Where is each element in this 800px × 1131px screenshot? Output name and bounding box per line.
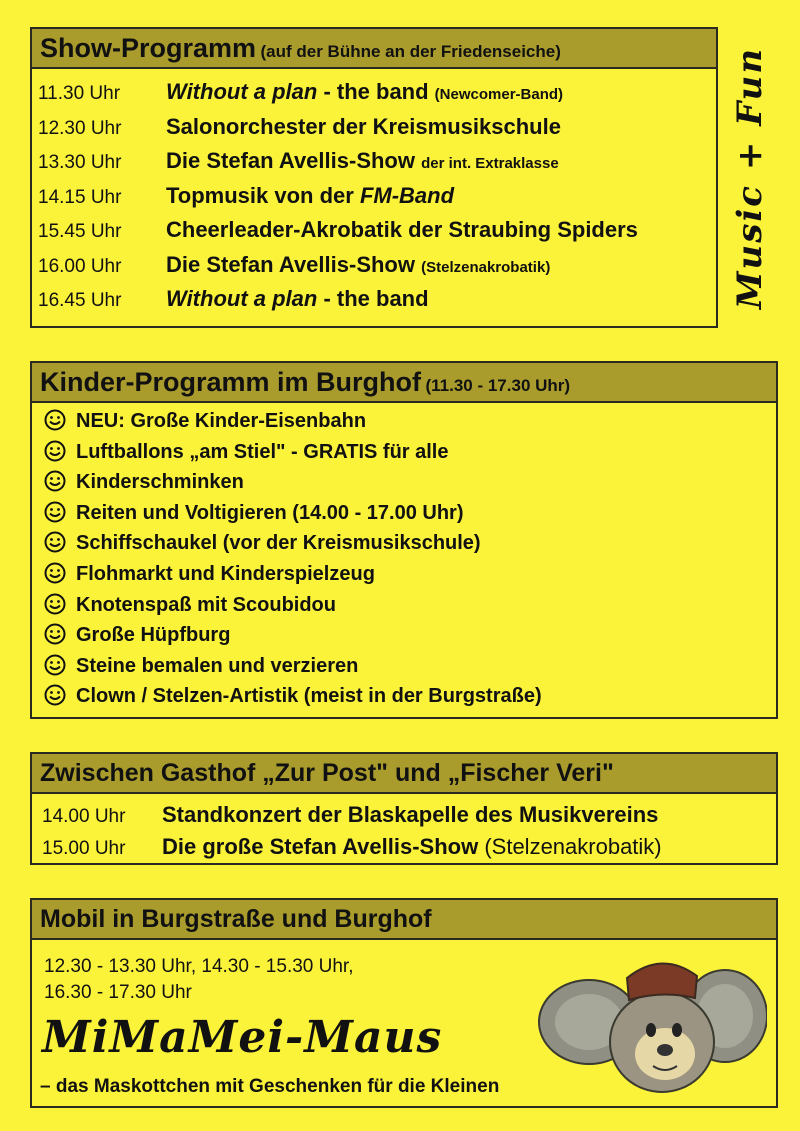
schedule-time: 13.30 Uhr: [38, 152, 122, 173]
kinder-item-label: Steine bemalen und verzieren: [76, 654, 359, 677]
smiley-icon: [44, 593, 66, 621]
smiley-icon: [44, 409, 66, 437]
schedule-row: [38, 183, 454, 209]
music-fun-text: Music + Fun: [730, 46, 771, 310]
kinder-item-label: Knotenspaß mit Scoubidou: [76, 593, 336, 616]
kinder-item: [44, 470, 244, 498]
act-text: Die große Stefan Avellis-Show: [162, 834, 485, 859]
kinder-program-box: [30, 361, 778, 719]
mobil-times-line1: 12.30 - 13.30 Uhr, 14.30 - 15.30 Uhr,: [44, 956, 354, 977]
kinder-program-subtitle: (11.30 - 17.30 Uhr): [425, 376, 571, 395]
kinder-item: [44, 501, 464, 529]
kinder-item: [44, 562, 375, 590]
act-text: (Stelzenakrobatik): [421, 258, 551, 276]
music-fun-handwriting: [720, 18, 780, 338]
schedule-time: 14.00 Uhr: [42, 806, 126, 827]
act-text: - the band: [317, 286, 429, 311]
schedule-row: [38, 252, 550, 278]
kinder-item: [44, 684, 542, 712]
act-text: - the band: [317, 79, 435, 104]
mascot-name: MiMaMei-Maus: [42, 1012, 443, 1063]
smiley-icon: [44, 501, 66, 529]
smiley-icon: [44, 654, 66, 682]
kinder-item-label: Reiten und Voltigieren (14.00 - 17.00 Uhr): [76, 501, 464, 524]
schedule-row: [38, 79, 563, 105]
mouse-hat: [627, 963, 697, 1000]
smiley-icon: [44, 440, 66, 468]
schedule-act: [166, 148, 559, 173]
kinder-item-label: Clown / Stelzen-Artistik (meist in der Burgstraße): [76, 685, 542, 708]
smiley-icon: [44, 623, 66, 651]
act-text: Topmusik von der: [166, 182, 360, 208]
show-program-box: [30, 27, 718, 328]
act-text: Salonorchester der Kreismusikschule: [166, 113, 561, 139]
smiley-icon: [44, 684, 66, 712]
act-text: (Stelzenakrobatik): [484, 834, 662, 859]
schedule-time: 16.45 Uhr: [38, 290, 122, 311]
gasthof-title: Zwischen Gasthof „Zur Post" und „Fischer Veri": [40, 759, 614, 787]
kinder-item: [44, 593, 336, 621]
schedule-act: [166, 79, 563, 104]
schedule-act: [166, 183, 454, 208]
mascot-description: – das Maskottchen mit Geschenken für die Kleinen: [40, 1076, 500, 1097]
kinder-item-label: NEU: Große Kinder-Eisenbahn: [76, 410, 367, 432]
schedule-act: [166, 286, 429, 311]
act-text: FM-Band: [359, 182, 455, 208]
show-program-subtitle: (auf der Bühne an der Friedenseiche): [260, 42, 561, 61]
schedule-row: [42, 834, 662, 860]
kinder-item: [44, 409, 366, 437]
act-text: Without a plan: [166, 79, 318, 104]
schedule-time: 15.45 Uhr: [38, 221, 122, 242]
mouse-mascot-illustration: [537, 954, 767, 1094]
schedule-act: [162, 802, 658, 827]
act-text: Die Stefan Avellis-Show: [166, 148, 422, 173]
mouse-nose: [657, 1044, 673, 1056]
kinder-item-label: Flohmarkt und Kinderspielzeug: [76, 563, 375, 585]
kinder-item: [44, 531, 481, 559]
schedule-time: 12.30 Uhr: [38, 117, 122, 139]
kinder-program-header: [32, 363, 776, 403]
mobil-header: [32, 900, 776, 940]
act-text: Without a plan: [166, 286, 318, 311]
schedule-time: 15.00 Uhr: [42, 838, 126, 859]
kinder-item-label: Große Hüpfburg: [76, 624, 231, 647]
act-text: Cheerleader-Akrobatik der Straubing Spiders: [166, 217, 638, 242]
smiley-icon: [44, 562, 66, 590]
smiley-icon: [44, 470, 66, 498]
gasthof-box: [30, 752, 778, 865]
schedule-act: [166, 217, 638, 242]
schedule-act: [162, 834, 662, 859]
mobil-times-line2: 16.30 - 17.30 Uhr: [44, 982, 192, 1003]
schedule-act: [166, 252, 550, 277]
kinder-item-label: Kinderschminken: [76, 471, 244, 494]
act-text: (Newcomer-Band): [434, 86, 564, 103]
mobil-box: [30, 898, 778, 1108]
schedule-time: 11.30 Uhr: [38, 83, 121, 104]
act-text: Standkonzert der Blaskapelle des Musikvereins: [162, 802, 659, 827]
schedule-row: [38, 286, 429, 312]
act-text: der int. Extraklasse: [421, 155, 559, 172]
schedule-row: [38, 217, 638, 243]
show-program-title: Show-Programm: [40, 33, 257, 63]
gasthof-header: [32, 754, 776, 794]
act-text: Die Stefan Avellis-Show: [166, 251, 422, 277]
mobil-title: Mobil in Burgstraße und Burghof: [40, 905, 432, 933]
kinder-item: [44, 654, 358, 682]
kinder-program-title: Kinder-Programm im Burghof: [40, 367, 422, 397]
schedule-time: 14.15 Uhr: [38, 186, 122, 208]
schedule-act: [166, 114, 561, 139]
smiley-icon: [44, 531, 66, 559]
schedule-time: 16.00 Uhr: [38, 255, 122, 277]
kinder-item: [44, 623, 230, 651]
schedule-row: [42, 802, 658, 828]
kinder-item: [44, 440, 448, 468]
show-program-header: [32, 29, 716, 69]
kinder-item-label: Schiffschaukel (vor der Kreismusikschule): [76, 532, 481, 555]
kinder-item-label: Luftballons „am Stiel" - GRATIS für alle: [76, 440, 449, 463]
schedule-row: [38, 148, 559, 174]
schedule-row: [38, 114, 561, 140]
